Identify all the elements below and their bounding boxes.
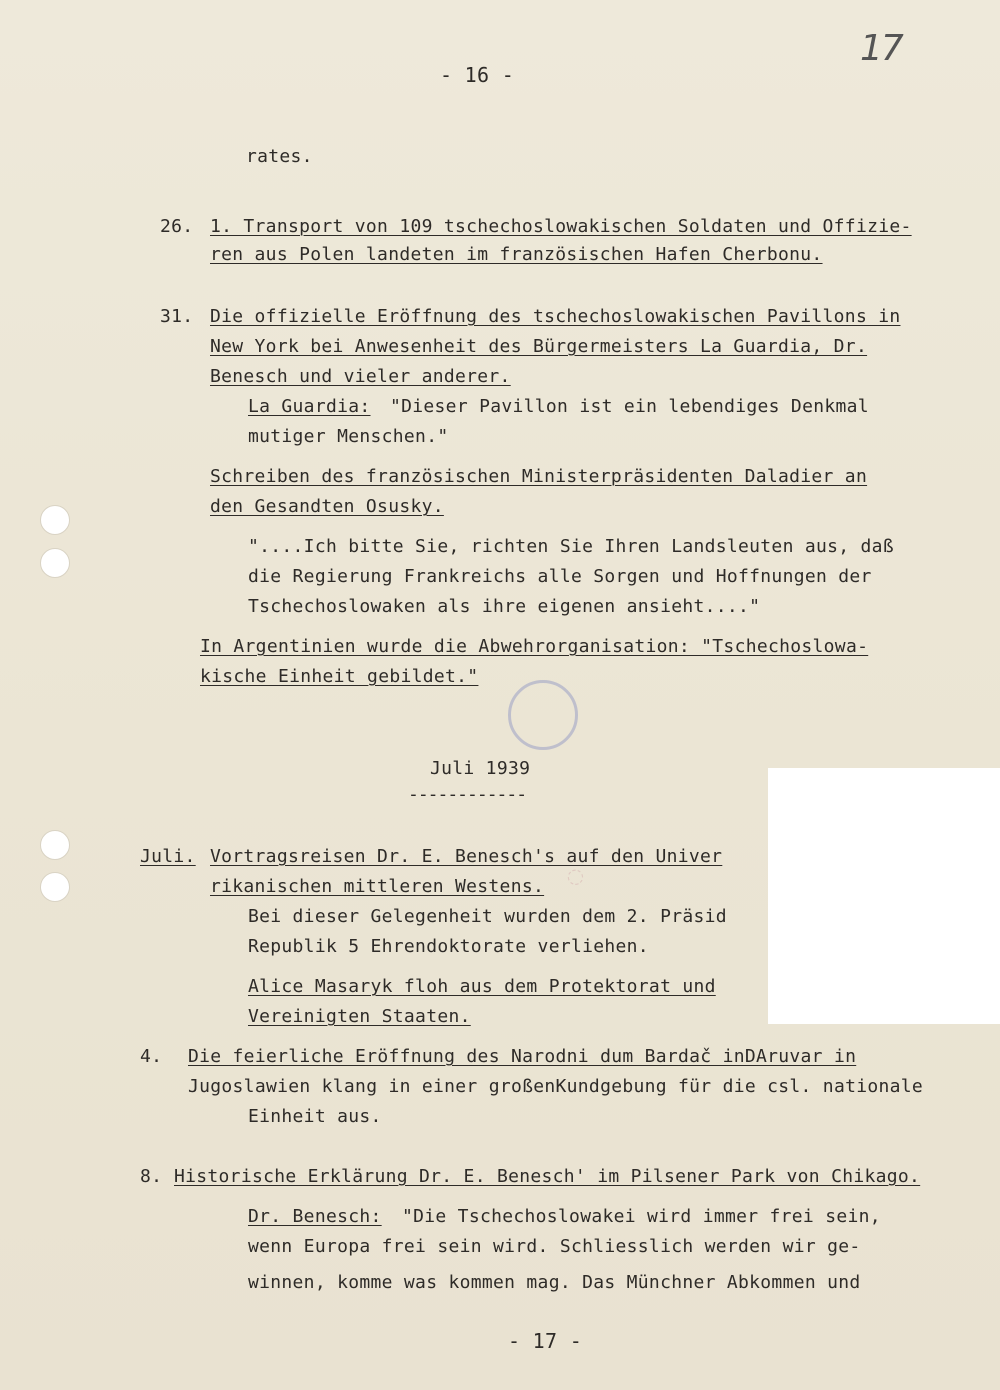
entry-day-26: 26. <box>160 216 194 237</box>
page-number-top: - 16 - <box>440 63 515 87</box>
entry-31-line-1: Die offizielle Eröffnung des tschechoslowakischen Pavillons in <box>210 306 901 327</box>
alice-line-1: Alice Masaryk floh aus dem Protektorat und <box>248 976 716 997</box>
punch-hole-1 <box>40 505 70 535</box>
letter-line-2: den Gesandten Osusky. <box>210 496 444 517</box>
redaction-block <box>768 768 1000 1024</box>
letter-quote-line-1: "....Ich bitte Sie, richten Sie Ihren Landsleuten aus, daß <box>248 536 894 557</box>
quote-speaker-benesch: Dr. Benesch: <box>248 1206 382 1227</box>
ink-stamp <box>508 680 578 750</box>
benesch-quote-line-2: wenn Europa frei sein wird. Schliesslich werden wir ge- <box>248 1236 861 1257</box>
punch-hole-2 <box>40 548 70 578</box>
la-guardia-quote-line-1: "Dieser Pavillon ist ein lebendiges Denkmal <box>390 396 869 417</box>
entry-day-31: 31. <box>160 306 194 327</box>
page-number-bottom: - 17 - <box>508 1329 583 1353</box>
la-guardia-quote-line-2: mutiger Menschen." <box>248 426 449 447</box>
section-heading-underline: ------------ <box>408 784 527 805</box>
entry-4-line-3: Einheit aus. <box>248 1106 382 1127</box>
juli-line-2: rikanischen mittleren Westens. <box>210 876 545 897</box>
punch-hole-3 <box>40 830 70 860</box>
letter-quote-line-3: Tschechoslowaken als ihre eigenen ansieht...." <box>248 596 761 617</box>
argentina-line-1: In Argentinien wurde die Abwehrorganisation: "Tschechoslowa- <box>200 636 869 657</box>
letter-line-1: Schreiben des französischen Ministerpräsidenten Daladier an <box>210 466 868 487</box>
entry-day-4: 4. <box>140 1046 163 1067</box>
entry-8-line-1: Historische Erklärung Dr. E. Benesch' im Pilsener Park von Chikago. <box>174 1166 921 1187</box>
entry-4-line-1: Die feierliche Eröffnung des Narodni dum Bardač inDAruvar in <box>188 1046 857 1067</box>
entry-26-line-1: 1. Transport von 109 tschechoslowakischen Soldaten und Offizie- <box>210 216 912 237</box>
entry-day-juli: Juli. <box>140 846 196 867</box>
continuation-text: rates. <box>246 146 313 167</box>
benesch-quote-line-3: winnen, komme was kommen mag. Das Münchner Abkommen und <box>248 1272 861 1293</box>
faint-stamp-mark: ◌ <box>564 861 587 890</box>
handwritten-page-number: 17 <box>860 28 902 69</box>
argentina-line-2: kische Einheit gebildet." <box>200 666 479 687</box>
letter-quote-line-2: die Regierung Frankreichs alle Sorgen und Hoffnungen der <box>248 566 872 587</box>
benesch-quote-line-1: "Die Tschechoslowakei wird immer frei sein, <box>402 1206 881 1227</box>
entry-31-line-2: New York bei Anwesenheit des Bürgermeisters La Guardia, Dr. <box>210 336 868 357</box>
juli-line-1: Vortragsreisen Dr. E. Benesch's auf den Univer <box>210 846 723 867</box>
entry-4-line-2: Jugoslawien klang in einer großenKundgebung für die csl. nationale <box>188 1076 924 1097</box>
section-heading: Juli 1939 <box>430 758 531 779</box>
entry-26-line-2: ren aus Polen landeten im französischen Hafen Cherbonu. <box>210 244 823 265</box>
entry-31-line-3: Benesch und vieler anderer. <box>210 366 511 387</box>
entry-day-8: 8. <box>140 1166 163 1187</box>
alice-line-2: Vereinigten Staaten. <box>248 1006 471 1027</box>
punch-hole-4 <box>40 872 70 902</box>
juli-sub-line-1: Bei dieser Gelegenheit wurden dem 2. Präsid <box>248 906 727 927</box>
quote-speaker-la-guardia: La Guardia: <box>248 396 371 417</box>
juli-sub-line-2: Republik 5 Ehrendoktorate verliehen. <box>248 936 649 957</box>
